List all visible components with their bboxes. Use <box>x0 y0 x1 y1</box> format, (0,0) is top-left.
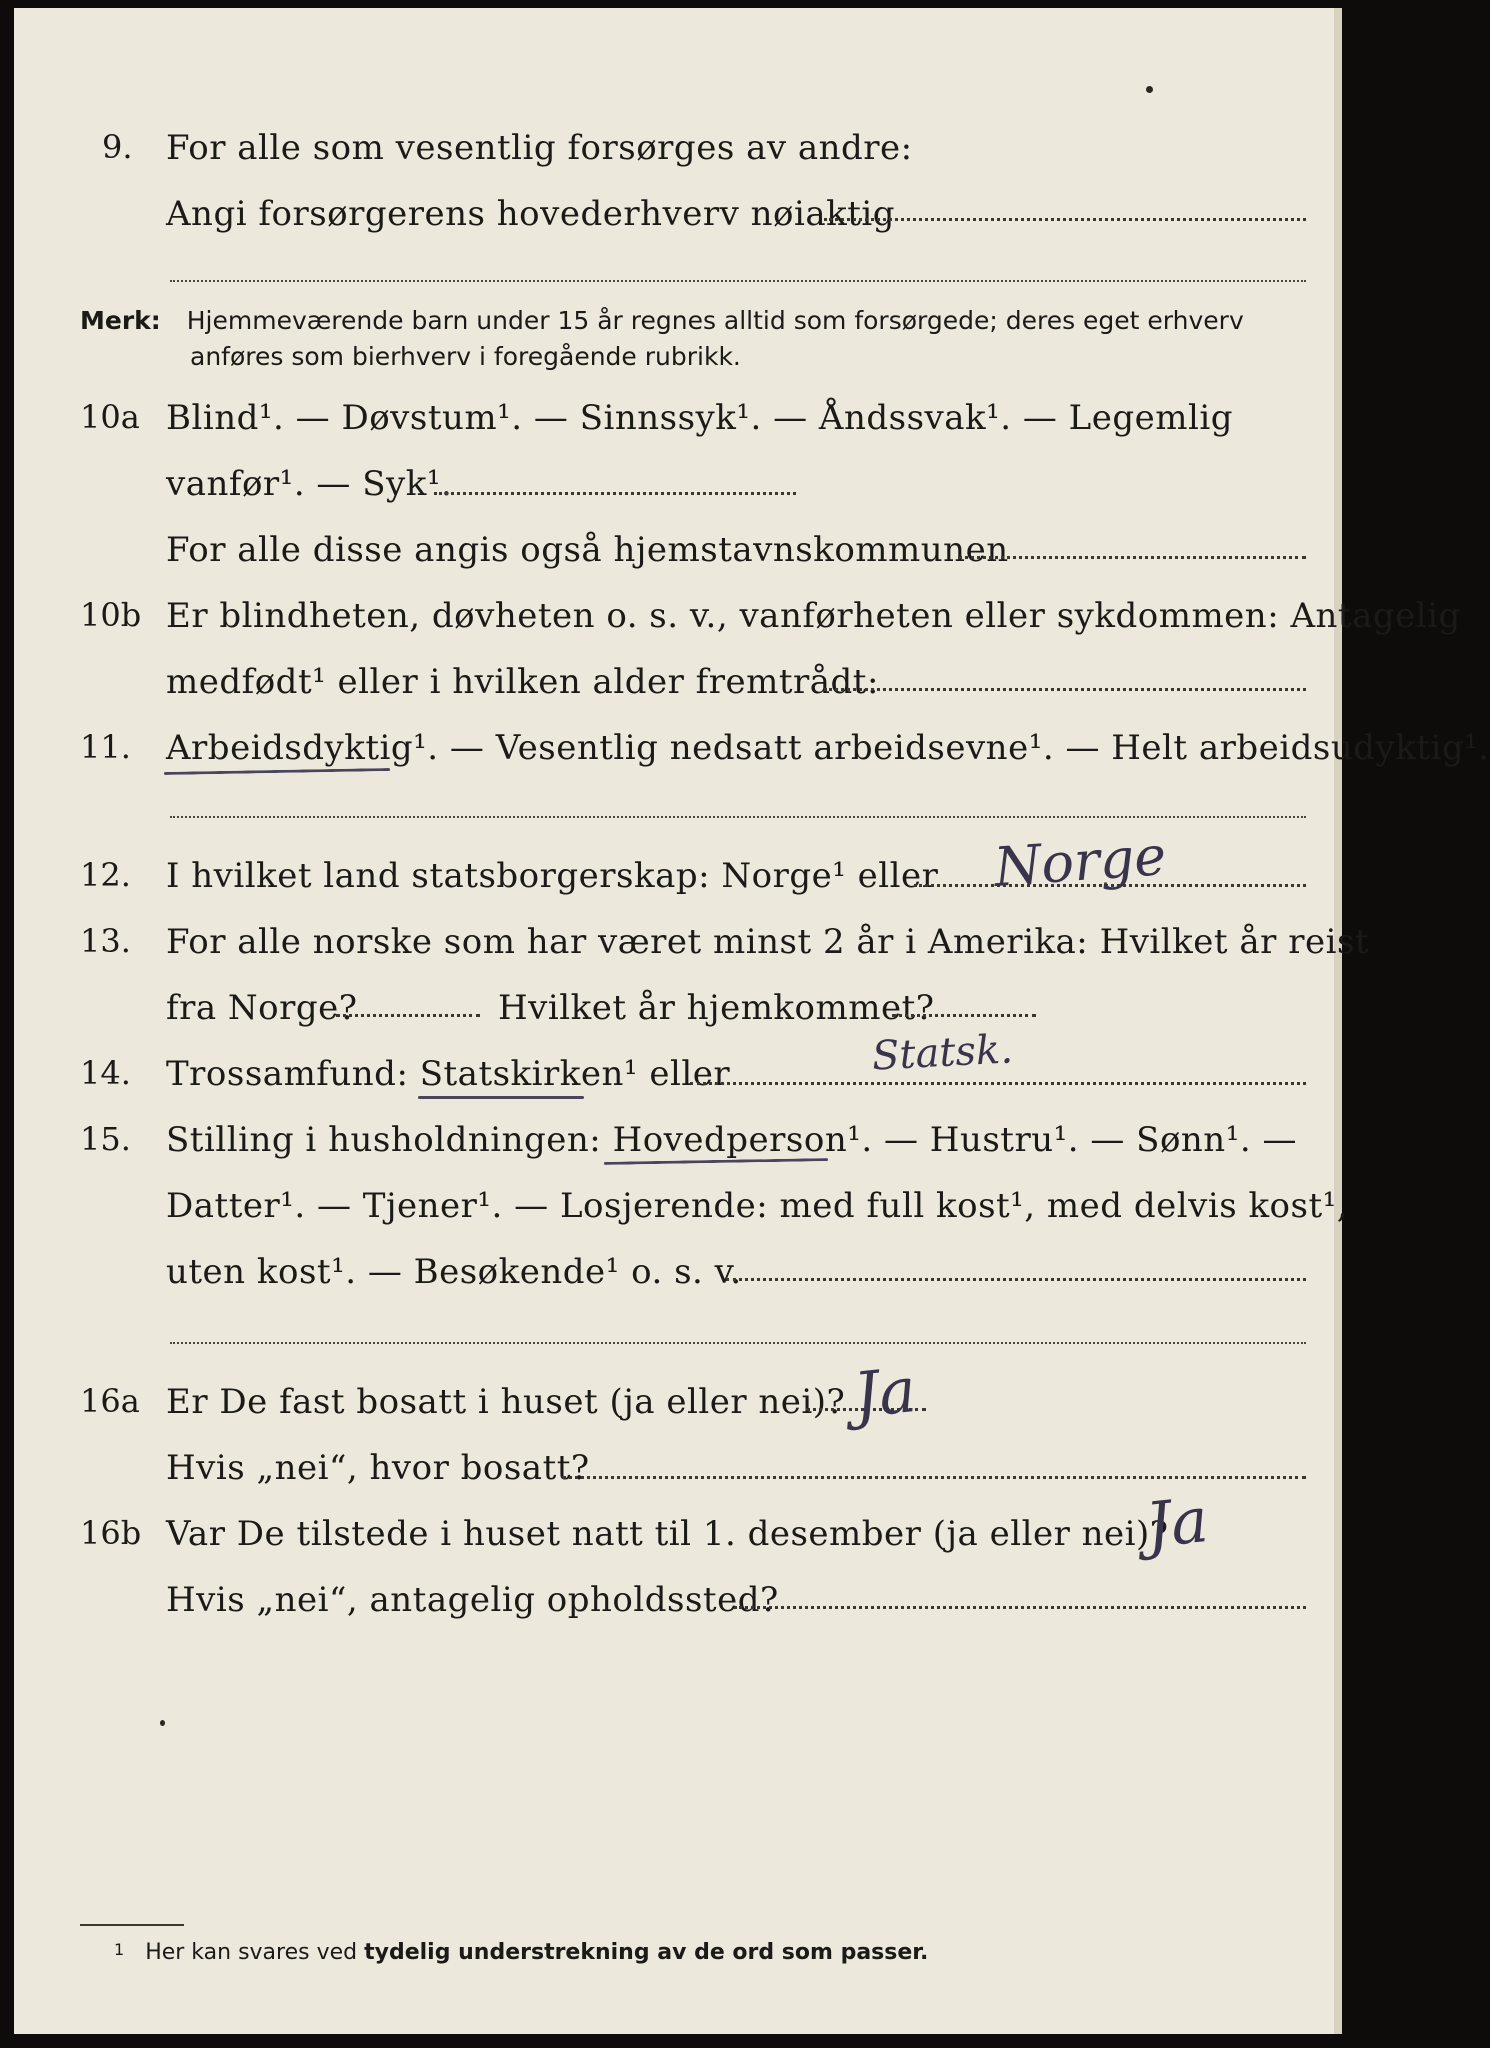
q11-continuation-line[interactable] <box>170 816 1306 818</box>
q16b-number: 16b <box>80 1514 142 1552</box>
q13-line2b: Hvilket år hjemkommet? <box>498 988 935 1028</box>
q10a-line3: For alle disse angis også hjemstavnskommunen <box>166 530 1009 570</box>
q10a-number: 10a <box>80 398 140 436</box>
q15-number: 15. <box>80 1120 131 1158</box>
merk-text-1: Hjemmeværende barn under 15 år regnes alltid som forsørgede; deres eget erhverv <box>186 306 1244 335</box>
census-form-page <box>14 8 1490 2034</box>
q11-line1: Arbeidsdyktig¹. — Vesentlig nedsatt arbeidsevne¹. — Helt arbeidsudyktig¹. <box>166 728 1490 768</box>
q16a-line1: Er De fast bosatt i huset (ja eller nei)? <box>166 1382 846 1422</box>
q16b-handwritten-answer: Ja <box>1142 1482 1212 1563</box>
ink-speck <box>1146 86 1153 93</box>
footnote-mark: 1 <box>114 1940 125 1959</box>
q14-number: 14. <box>80 1054 131 1092</box>
merk-note-line2: anføres som bierhverv i foregående rubrikk. <box>190 342 741 371</box>
q16a-line2: Hvis „nei“, hvor bosatt? <box>166 1448 590 1488</box>
q15-continuation-line[interactable] <box>170 1342 1306 1344</box>
q10a-syk-answer-line[interactable] <box>434 492 796 495</box>
q13-line1: For alle norske som har været minst 2 år i Amerika: Hvilket år reist <box>166 922 1370 962</box>
q16a-handwritten-answer: Ja <box>850 1352 920 1433</box>
footnote-text-plain: Her kan svares ved <box>145 1940 358 1965</box>
q16b-line2: Hvis „nei“, antagelig opholdssted? <box>166 1580 779 1620</box>
q13-reist-answer-line[interactable] <box>336 1014 480 1017</box>
q9-answer-line[interactable] <box>824 218 1306 221</box>
q11-number: 11. <box>80 728 131 766</box>
q13-hjemkommet-answer-line[interactable] <box>892 1014 1036 1017</box>
q12-handwritten-answer: Norge <box>992 824 1169 899</box>
merk-label: Merk: <box>80 306 161 335</box>
q11-arbeidsdyktig-underline <box>164 768 390 775</box>
q10b-number: 10b <box>80 596 142 634</box>
q16b-line1: Var De tilstede i huset natt til 1. desember (ja eller nei)? <box>166 1514 1169 1554</box>
q13-number: 13. <box>80 922 131 960</box>
ink-speck <box>160 1720 165 1726</box>
q10a-line1: Blind¹. — Døvstum¹. — Sinnssyk¹. — Åndssvak¹. — Legemlig <box>166 398 1233 438</box>
q16a-number: 16a <box>80 1382 140 1420</box>
q16a-bosatt-answer-line[interactable] <box>562 1476 1306 1479</box>
q10b-line2: medfødt¹ eller i hvilken alder fremtrådt: <box>166 662 879 702</box>
q10b-answer-line[interactable] <box>824 688 1306 691</box>
q15-answer-line[interactable] <box>726 1278 1306 1281</box>
q9-continuation-line[interactable] <box>170 280 1306 282</box>
q12-number: 12. <box>80 856 131 894</box>
q15-line3: uten kost¹. — Besøkende¹ o. s. v. <box>166 1252 742 1292</box>
q9-line2: Angi forsørgerens hovederhverv nøiaktig <box>166 194 896 234</box>
footnote-text-bold: tydelig understrekning av de ord som passer. <box>364 1940 929 1965</box>
q13-line2a: fra Norge? <box>166 988 358 1028</box>
q14-statskirken-underline <box>418 1096 584 1099</box>
q9-line1: For alle som vesentlig forsørges av andre: <box>166 128 913 168</box>
q15-line1: Stilling i husholdningen: Hovedperson¹. — Hustru¹. — Sønn¹. — <box>166 1120 1297 1160</box>
q14-answer-line[interactable] <box>690 1082 1306 1085</box>
q10a-kommune-answer-line[interactable] <box>958 556 1306 559</box>
q9-number: 9. <box>102 128 133 166</box>
q15-line2: Datter¹. — Tjener¹. — Losjerende: med full kost¹, med delvis kost¹, <box>166 1186 1349 1226</box>
footnote <box>114 1940 928 1965</box>
footnote-separator <box>80 1924 184 1926</box>
q14-handwritten-answer: Statsk. <box>870 1026 1014 1080</box>
q16b-answer-line[interactable] <box>734 1606 1306 1609</box>
merk-note-line1 <box>80 306 1244 335</box>
q10a-line2: vanfør¹. — Syk¹. <box>166 464 453 504</box>
q14-line1: Trossamfund: Statskirken¹ eller <box>166 1054 731 1094</box>
q12-line1: I hvilket land statsborgerskap: Norge¹ eller <box>166 856 939 896</box>
q10b-line1: Er blindheten, døvheten o. s. v., vanførheten eller sykdommen: Antagelig <box>166 596 1461 636</box>
